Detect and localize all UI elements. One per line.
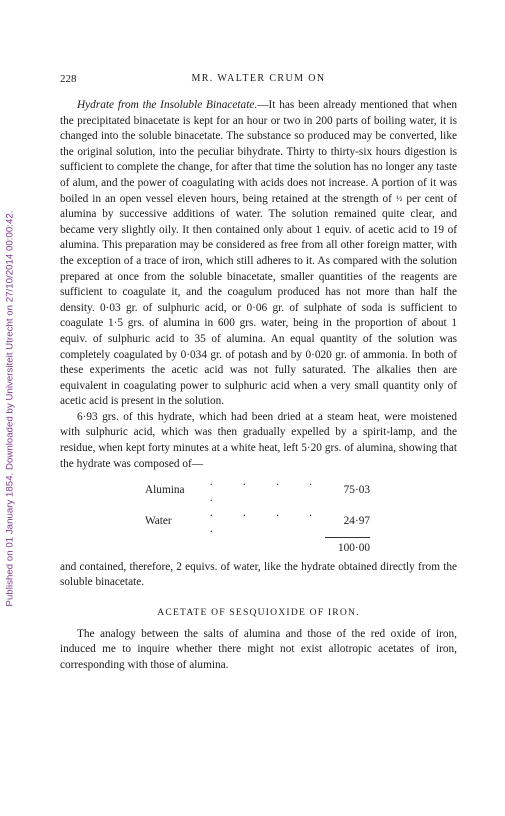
component-name: Alumina (145, 484, 185, 497)
running-head: MR. WALTER CRUM ON (191, 73, 326, 84)
paragraph-heading: Hydrate from the Insoluble Binacetate. (77, 99, 258, 111)
paragraph-iron-acetate (60, 627, 457, 674)
section-heading: ACETATE OF SESQUIOXIDE OF IRON. (157, 606, 360, 618)
component-name: Water (145, 515, 172, 528)
composition-row (145, 475, 370, 506)
paragraph-text: The analogy between the salts of alumina and those of the red oxide of iron, induced me to inquire whether there might not exist allotropic acetates of iron, corresponding with those of alumina. (60, 627, 457, 671)
paragraph-hydrate-analysis (60, 410, 457, 472)
fraction: ½ (395, 192, 403, 203)
paragraph-insoluble-binacetate (60, 98, 457, 410)
publication-stamp (3, 40, 17, 776)
leader-dots: . . . . . (210, 476, 325, 504)
page-number: 228 (60, 73, 77, 85)
component-value: 24·97 (343, 514, 370, 527)
paragraph-text: and contained, therefore, 2 equivs. of water, like the hydrate obtained directly from the soluble binacetate. (60, 560, 457, 589)
leader-dots: . . . . . (210, 507, 325, 536)
composition-table (145, 475, 370, 556)
composition-row (145, 506, 370, 537)
composition-total: 100·00 (325, 538, 370, 557)
paragraph-text: 6·93 grs. of this hydrate, which had been dried at a steam heat, were moistened with sulphuric acid, which was then gradually expelled by a spirit-lamp, and the residue, when kept forty minutes at a white heat, left 5·20 grs. of alumina, showing that the hydrate was composed of— (60, 410, 457, 470)
article-body (60, 98, 457, 673)
paragraph-text: —It has been already mentioned that when the precipitated binacetate is kept for an hour or two in 200 parts of boiling water, it is changed into the soluble binacetate. The substance so produced may be converted, like the original solution, into the peculiar bihydrate. Thirty to thirty-six hours digestion is sufficient to complete the change, for after that time the solution has no longer any taste of alum, and the power of coagulating with acids does not increase. A portion of it was boiled in an open vessel eleven hours, being retained at the strength of (60, 99, 457, 205)
paragraph-text: per cent of alumina by successive additions of water. The solution remained quite clear, and became very slightly oily. It then contained only about 1 equiv. of acetic acid to 19 of alumina. This preparation may be considered as free from all other foreign matter, with the exception of a trace of iron, which still adheres to it. As compared with the solution prepared at once from the soluble binacetate, smaller quantities of the reagents are sufficient to coagulate it, and the coagulum produced has not more than half the density. 0·03 gr. of sulphuric acid, or 0·06 gr. of sulphate of soda is sufficient to coagulate 1·5 grs. of alumina in 600 grs. water, being in the proportion of about 1 equiv. of sulphuric acid to 35 of alumina. An equal quantity of the solution was completely coagulated by 0·034 gr. of potash and by 0·020 gr. of ammonia. In both of these experiments the acetic acid was not fully saturated. The alkalies then are equivalent in coagulating power to sulphuric acid when a very small quantity only of acetic acid is present in the solution. (60, 192, 457, 408)
publication-stamp-text: Published on 01 January 1854. Downloaded by Universiteit Utrecht on 27/10/2014 00:00:42. (4, 210, 16, 606)
paragraph-conclusion (60, 560, 457, 591)
composition-total-row (145, 538, 370, 557)
page-header (60, 72, 457, 86)
component-value: 75·03 (343, 484, 370, 497)
